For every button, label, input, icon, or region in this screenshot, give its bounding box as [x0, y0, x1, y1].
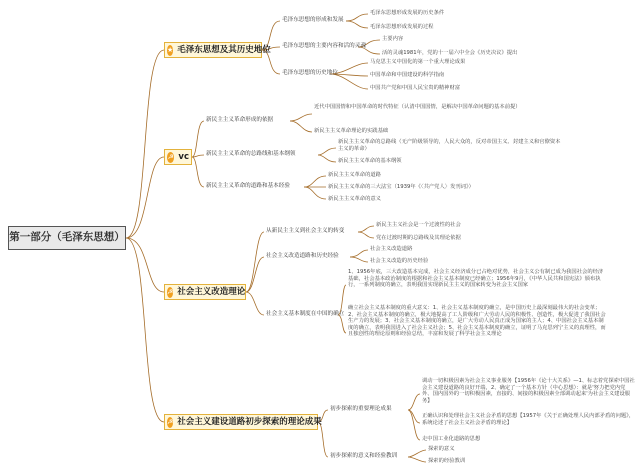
hammer-sickle-icon: ☭ — [167, 417, 174, 426]
subtopic-formation[interactable]: 毛泽东思想的形成和发展 — [282, 17, 344, 23]
subtopic-main-content[interactable]: 毛泽东思想的主要内容和活的灵魂 — [282, 43, 366, 49]
subtopic-exploration-results[interactable]: 初步探索的重要理论成果 — [330, 406, 392, 412]
subtopic-general-line[interactable]: 新民主主义革命的总路线和基本纲领 — [206, 151, 296, 157]
leaf-transformation-road[interactable]: 社会主义改造道路 — [370, 246, 413, 252]
leaf-national-conditions[interactable]: 近代中国国情和中国革命的时代特征（认清中国国情，是解决中国革命问题的基本前提） — [314, 104, 521, 110]
topic-label: vc — [178, 151, 189, 162]
leaf-three-magic-weapons[interactable]: 新民主主义革命的三大法宝（1939年《〈共产党人〉发刊词》） — [328, 184, 474, 190]
leaf-first-theory[interactable]: 马克思主义中国化的第一个重大理论成果 — [370, 59, 466, 65]
root-topic[interactable]: 第一部分（毛泽东思想） — [8, 226, 126, 250]
leaf-1956-completion[interactable]: 1、1956年底，三大改造基本完成，社会主义经济成分已占绝对优势，社会主义公有制已成为我国社会的经济基础，社会基本政治制度的根据和社会主义基本制度已经确立；1956年9月，《中华人民共和国宪法》颁布执行，一系列制度的确立，表明我国实现新民主主义的国家转变为社会主义国家 — [348, 269, 604, 289]
subtopic-transition[interactable]: 从新民主主义到社会主义的转变 — [266, 228, 345, 234]
leaf-great-significance[interactable]: 确立社会主义基本制度的重大意义：1、社会主义基本制度的确立，是中国历史上最深刻最伟大的社会变革；2、社会主义基本制度的确立，极大地提高了工人阶级和广大劳动人民的积极性、创造性，极大促进了我国社会生产力的发展；3、社会主义基本制度的确立，是广大劳动人民真正成为国家的主人；4、中国社会主义基本制度的确立，表明我国进入了社会主义社会；5、社会主义基本制度的确立，证明了马克思列宁主义的真理性，而且独创性的理论原则和经验总结，丰富和发展了科学社会主义理论 — [348, 305, 606, 338]
topic-mao-thought-history[interactable] — [164, 42, 271, 58]
leaf-basic-program[interactable]: 新民主主义革命的基本纲领 — [338, 158, 402, 164]
topic-label: 毛泽东思想及其历史地位 — [177, 44, 271, 55]
topic-label: 社会主义改造理论 — [177, 286, 246, 297]
leaf-revolution-road[interactable]: 新民主主义革命的道路 — [328, 172, 381, 178]
leaf-living-soul[interactable]: 活的灵魂1981年，党的十一届六中全会《历史决议》提出 — [382, 50, 518, 56]
topic-socialist-construction[interactable] — [164, 414, 322, 430]
topic-socialist-transformation[interactable] — [164, 284, 246, 300]
subtopic-system-established[interactable]: 社会主义基本制度在中国的确立 — [266, 311, 345, 317]
leaf-contradictions[interactable]: 正确认识和处理社会主义社会矛盾的思想【1957年《关于正确处理人民内部矛盾的问题》，系统论述了社会主义社会矛盾的理论】 — [422, 413, 635, 426]
topic-new-democratic-revolution[interactable] — [164, 149, 192, 165]
subtopic-transformation-road[interactable]: 社会主义改造道路和历史经验 — [266, 253, 339, 259]
hammer-sickle-icon: ☭ — [167, 287, 174, 296]
leaf-exploration-lessons[interactable]: 探索的经验教训 — [428, 458, 466, 464]
leaf-transitional-society[interactable]: 新民主主义社会是一个过渡性的社会 — [376, 222, 461, 228]
leaf-ten-relationships[interactable]: 调动一切积极因素为社会主义事业服务【1956年《论十大关系》—1、标志着党探索中国社会主义建设道路的良好开端，2、确定了一个基本方针（中心思想）：就是'努力把党内党外、国内国外的一切积极因素，直接的、间接的积极因素全部调动起来'为社会主义建设服务】 — [422, 378, 635, 404]
leaf-general-line-transition[interactable]: 党在过渡时期的总路线及其理论依据 — [376, 235, 461, 241]
leaf-transformation-experience[interactable]: 社会主义改造的历史经验 — [370, 258, 429, 264]
leaf-main-content[interactable]: 主要内容 — [382, 36, 404, 42]
leaf-general-line[interactable]: 新民主主义革命的总路线（无产阶级领导的，人民大众的，反对帝国主义、封建主义和官僚资本主义的革命） — [338, 139, 561, 152]
leaf-industrialization[interactable]: 走中国工业化道路的思想 — [422, 436, 481, 442]
subtopic-historical-status[interactable]: 毛泽东思想的历史地位 — [282, 70, 338, 76]
leaf-revolution-significance[interactable]: 新民主主义革命的意义 — [328, 196, 381, 202]
leaf-historical-conditions[interactable]: 毛泽东思想形成发展的历史条件 — [370, 10, 445, 16]
subtopic-road-experience[interactable]: 新民主主义革命的道路和基本经验 — [206, 183, 290, 189]
subtopic-exploration-lessons[interactable]: 初步探索的意义和经验教训 — [330, 453, 398, 459]
star-icon: ★ — [167, 45, 174, 54]
leaf-spiritual-wealth[interactable]: 中国共产党和中国人民宝贵的精神财富 — [370, 85, 461, 91]
hammer-sickle-icon: ☭ — [167, 152, 174, 161]
leaf-practice-basis[interactable]: 新民主主义革命理论的实践基础 — [314, 128, 389, 134]
leaf-scientific-guide[interactable]: 中国革命和中国建设的科学指南 — [370, 72, 445, 78]
topic-label: 社会主义建设道路初步探索的理论成果 — [177, 416, 322, 427]
subtopic-revolution-basis[interactable]: 新民主主义革命形成的依据 — [206, 117, 274, 123]
leaf-exploration-significance[interactable]: 探索的意义 — [428, 446, 455, 452]
leaf-formation-process[interactable]: 毛泽东思想形成发展的过程 — [370, 24, 434, 30]
